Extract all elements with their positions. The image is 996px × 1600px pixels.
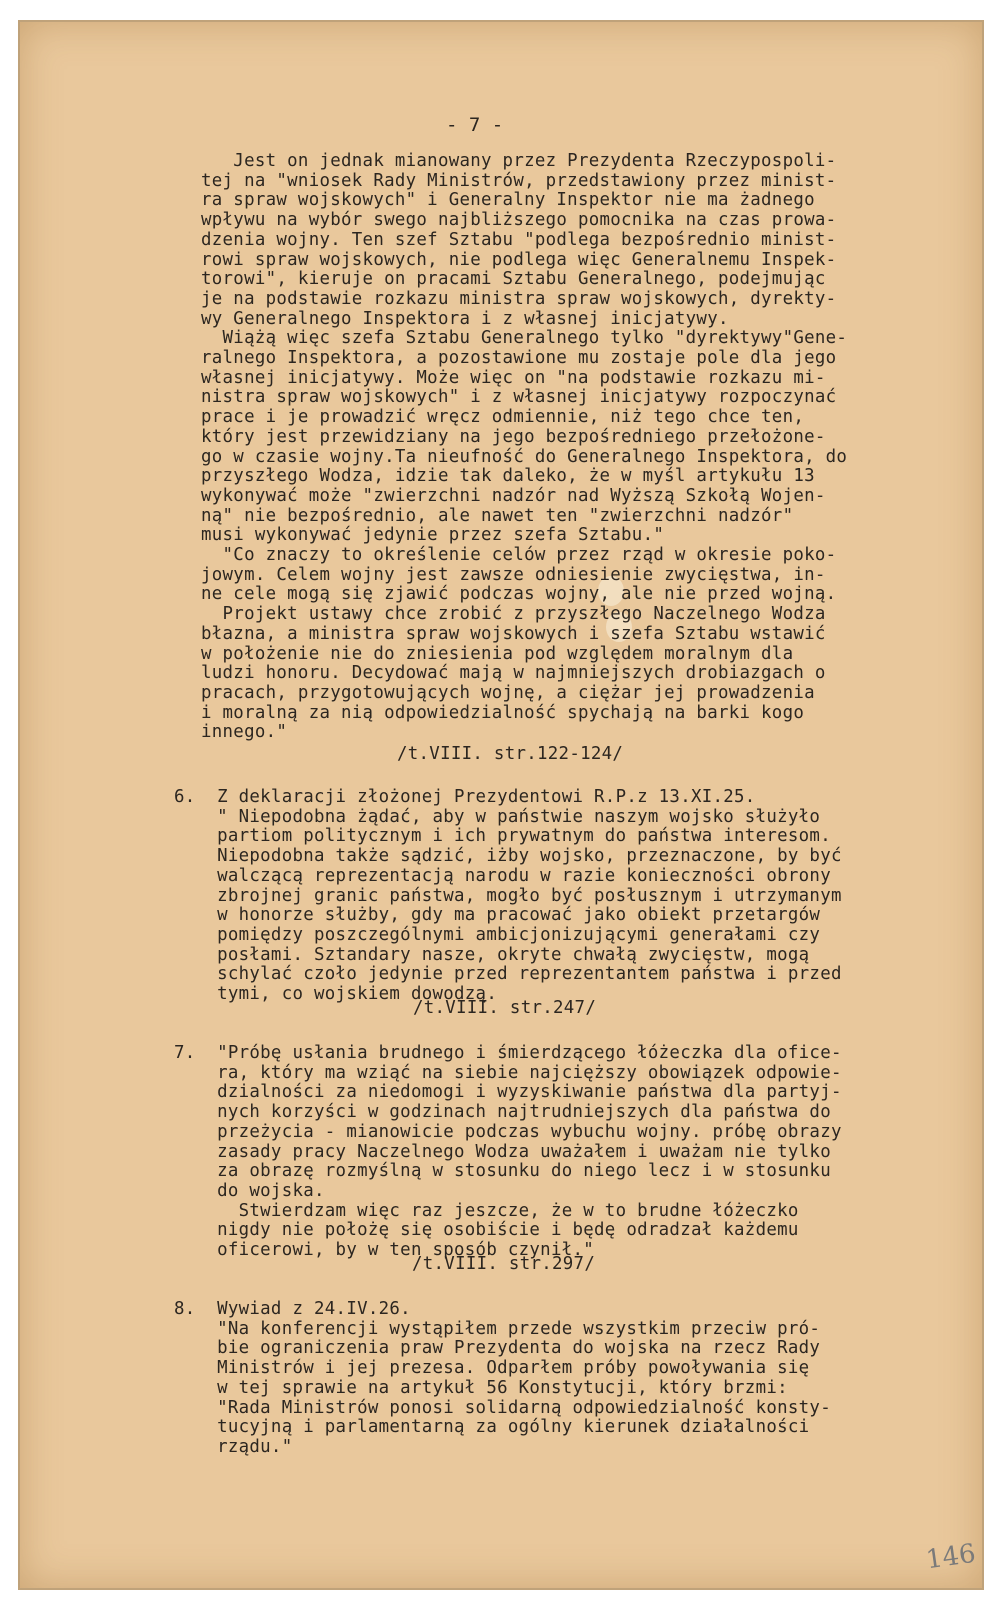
item-8-interview xyxy=(174,1300,831,1458)
text-line: nistra spraw wojskowych" i z własnej inicjatywy rozpoczynać xyxy=(201,387,837,408)
text-line: posłami. Sztandary nasze, okryte chwałą zwycięstw, mogą xyxy=(174,944,810,965)
text-line: ralnego Inspektora, a pozostawione mu zostaje pole dla jego xyxy=(201,348,837,369)
text-line: Niepodobna także sądzić, iżby wojsko, przeznaczone, by być xyxy=(174,846,842,867)
text-line: przyszłego Wodza, idzie tak daleko, że w myśl artykułu 13 xyxy=(201,466,815,487)
text-line: ne cele mogą się zjawić podczas wojny, ale nie przed wojną. xyxy=(201,584,837,605)
text-line: który jest przewidziany na jego bezpośredniego przełożone- xyxy=(201,426,826,447)
text-line: ludzi honoru. Decydować mają w najmniejszych drobiazgach o xyxy=(201,663,826,684)
text-line: bie ograniczenia praw Prezydenta do wojska na rzecz Rady xyxy=(174,1338,821,1359)
text-line: ną" nie bezpośrednio, ale nawet ten "zwierzchni nadzór" xyxy=(201,505,794,526)
paragraph-intro xyxy=(201,152,847,743)
reference-2 xyxy=(413,999,596,1019)
page-number: - 7 - xyxy=(446,114,504,136)
text-line: własnej inicjatywy. Może więc on "na podstawie rozkazu mi- xyxy=(201,367,826,388)
text-line: dzialności za niedomogi i wyzyskiwanie państwa dla partyj- xyxy=(174,1082,842,1103)
text-line: wpływu na wybór swego najbliższego pomocnika na czas prowa- xyxy=(201,210,837,231)
text-line: /t.VIII. str.297/ xyxy=(412,1254,596,1274)
text-line: /t.VIII. str.122-124/ xyxy=(397,744,624,764)
text-line: innego." xyxy=(201,722,288,743)
text-line: 8. Wywiad z 24.IV.26. xyxy=(174,1299,411,1319)
text-line: /t.VIII. str.247/ xyxy=(413,998,597,1018)
text-line: "Rada Ministrów ponosi solidarną odpowiedzialność konsty- xyxy=(174,1397,831,1418)
text-line: i moralną za nią odpowiedzialność spychają na barki kogo xyxy=(201,702,805,723)
text-line: rządu." xyxy=(174,1436,293,1457)
text-line: nych korzyści w godzinach najtrudniejszych dla państwa do xyxy=(174,1102,831,1123)
text-line: " Niepodobna żądać, aby w państwie naszym wojsko służyło xyxy=(174,806,821,827)
text-line: nigdy nie położę się osobiście i będę odradzał każdemu xyxy=(174,1220,799,1241)
text-line: błazna, a ministra spraw wojskowych i szefa Sztabu wstawić xyxy=(201,623,826,644)
reference-3 xyxy=(412,1255,595,1275)
text-line: dzenia wojny. Ten szef Sztabu "podlega bezpośrednio minist- xyxy=(201,229,837,250)
text-line: "Na konferencji wystąpiłem przede wszystkim przeciw pró- xyxy=(174,1318,821,1339)
text-line: Projekt ustawy chce zrobić z przyszłego Naczelnego Wodza xyxy=(201,604,826,625)
text-line: 6. Z deklaracji złożonej Prezydentowi R.P.z 13.XI.25. xyxy=(174,787,756,807)
text-line: w tej sprawie na artykuł 56 Konstytucji, który brzmi: xyxy=(174,1377,788,1398)
text-line: schylać czoło jedynie przed reprezentantem państwa i przed xyxy=(174,964,842,985)
text-line: ra spraw wojskowych" i Generalny Inspektor nie ma żadnego xyxy=(201,190,815,211)
text-line: walczącą reprezentacją narodu w razie konieczności obrony xyxy=(174,865,831,886)
text-line: torowi", kieruje on pracami Sztabu Generalnego, podejmując xyxy=(201,269,826,290)
text-line: go w czasie wojny.Ta nieufność do Generalnego Inspektora, do xyxy=(201,446,848,467)
text-line: Ministrów i jej prezesa. Odparłem próby powoływania się xyxy=(174,1358,810,1379)
text-line: w honorze służby, gdy ma pracować jako obiekt przetargów xyxy=(174,905,821,926)
text-line: oficerowi, by w ten sposób czynił." xyxy=(174,1240,595,1261)
text-line: partiom politycznym i ich prywatnym do państwa interesom. xyxy=(174,826,831,847)
text-line: je na podstawie rozkazu ministra spraw wojskowych, dyrekty- xyxy=(201,288,837,309)
text-line: rowi spraw wojskowych, nie podlega więc Generalnemu Inspek- xyxy=(201,249,837,270)
text-line: tucyjną i parlamentarną za ogólny kierunek działalności xyxy=(174,1417,810,1438)
handwritten-page-number: 146 xyxy=(924,1538,978,1576)
text-line: musi wykonywać jedynie przez szefa Sztabu." xyxy=(201,525,665,546)
text-line: Wiążą więc szefa Sztabu Generalnego tylko "dyrektywy"Gene- xyxy=(201,328,848,349)
text-line: przeżycia - mianowicie podczas wybuchu wojny. próbę obrazy xyxy=(174,1121,842,1142)
text-line: pomiędzy poszczególnymi ambicjonizującymi generałami czy xyxy=(174,924,821,945)
text-line: tej na "wniosek Rady Ministrów, przedstawiony przez minist- xyxy=(201,170,837,191)
text-line: za obrazę rozmyślną w stosunku do niego lecz i w stosunku xyxy=(174,1161,831,1182)
text-line: wykonywać może "zwierzchni nadzór nad Wyższą Szkołą Wojen- xyxy=(201,485,826,506)
text-line: Jest on jednak mianowany przez Prezydenta Rzeczypospoli- xyxy=(201,151,837,171)
item-7-quote xyxy=(174,1044,842,1261)
text-line: w położenie nie do zniesienia pod względem moralnym dla xyxy=(201,643,794,664)
reference-1 xyxy=(397,745,623,765)
text-line: zasady pracy Naczelnego Wodza uważałem i uważam nie tylko xyxy=(174,1141,831,1162)
text-line: do wojska. xyxy=(174,1180,325,1201)
text-line: ra, który ma wziąć na siebie najcięższy obowiązek odpowie- xyxy=(174,1062,842,1083)
text-line: "Co znaczy to określenie celów przez rząd w okresie poko- xyxy=(201,545,837,566)
text-line: pracach, przygotowujących wojnę, a ciężar jej prowadzenia xyxy=(201,682,815,703)
text-line: tymi, co wojskiem dowodzą. xyxy=(174,984,498,1005)
text-line: Stwierdzam więc raz jeszcze, że w to brudne łóżeczko xyxy=(174,1200,799,1221)
text-line: prace i je prowadzić wręcz odmiennie, niż tego chce ten, xyxy=(201,407,805,428)
text-line: 7. "Próbę usłania brudnego i śmierdzącego łóżeczka dla ofice- xyxy=(174,1043,842,1063)
item-6-declaration xyxy=(174,788,842,1005)
text-line: wy Generalnego Inspektora i z własnej inicjatywy. xyxy=(201,308,729,329)
text-line: jowym. Celem wojny jest zawsze odniesienie zwycięstwa, in- xyxy=(201,564,826,585)
text-line: zbrojnej granic państwa, mogło być posłusznym i utrzymanym xyxy=(174,885,842,906)
